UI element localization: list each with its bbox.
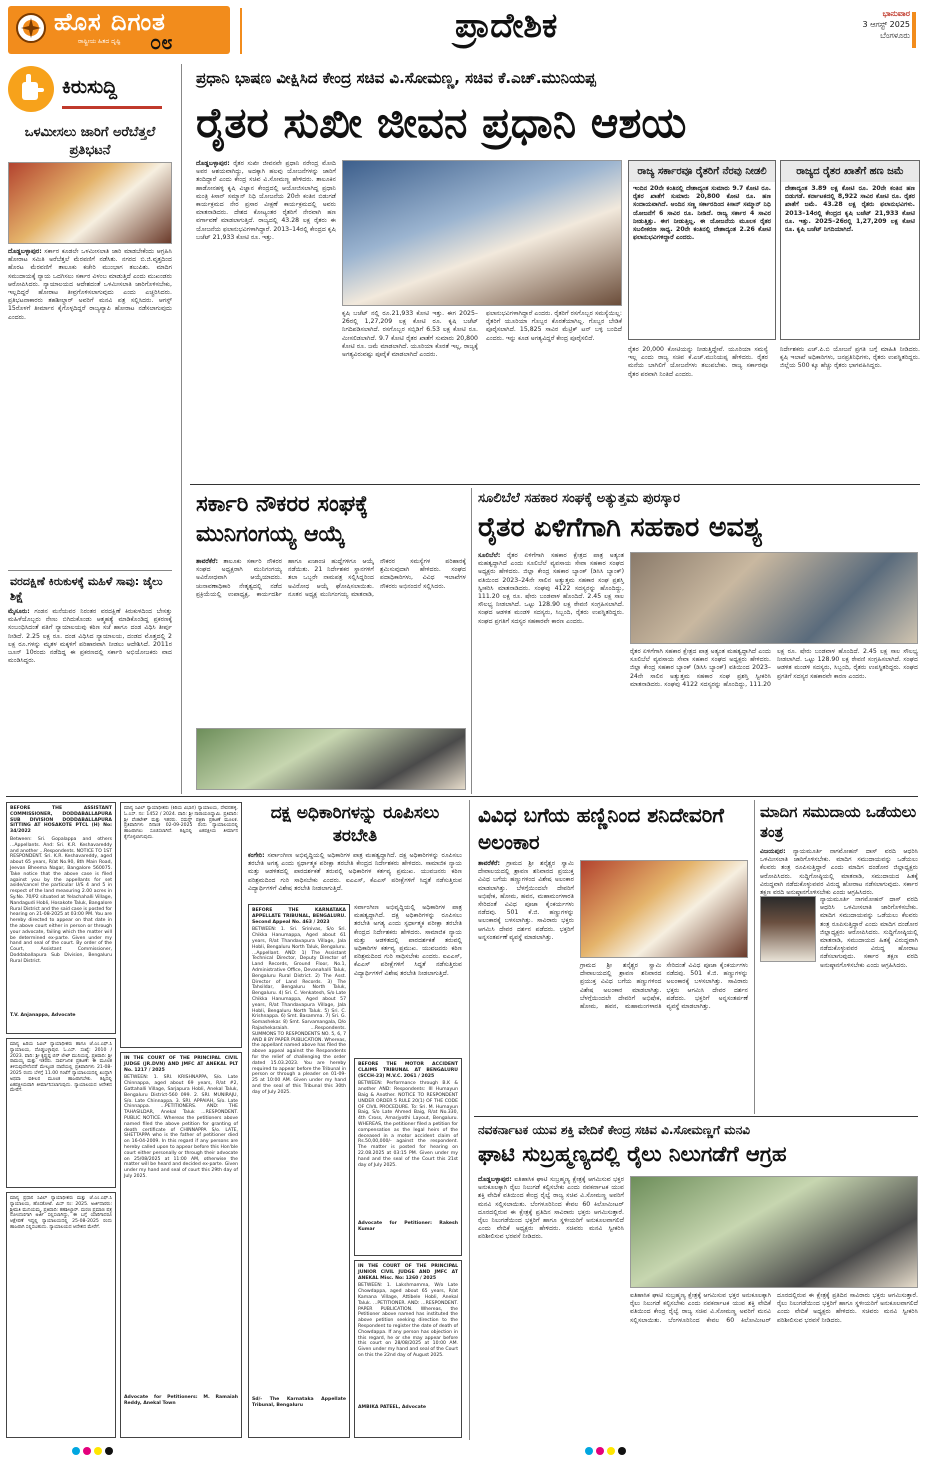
masthead [0, 0, 945, 60]
logo-text: ಹೊಸ ದಿಗಂತ [54, 8, 166, 36]
lead-kicker: ಪ್ರಧಾನಿ ಭಾಷಣ ವೀಕ್ಷಿಸಿದ ಕೇಂದ್ರ ಸಚಿವ ವಿ.ಸೋಮಣ್ಣ, ಸಚಿವ ಕೆ.ಎಚ್.ಮುನಿಯಪ್ಪ [196, 69, 596, 87]
lead-box1-title: ರಾಜ್ಯ ಸರ್ಕಾರವೂ ರೈತರಿಗೆ ನೆರವು ನೀಡಲಿ [629, 161, 775, 182]
story4-dateline: ಕಂಗೇರಿ: [248, 852, 265, 859]
story5-dateline: ತಾವರೆಕೆರೆ: [478, 860, 500, 867]
masthead-right-bar [912, 12, 916, 48]
notice-kn-2-body: ಮಾನ್ಯ ಪ್ರಧಾನ ಸಿವಿಲ್ ನ್ಯಾಯಾಧೀಶರು ಮತ್ತು ಜೆ.ಎಂ.ಎಫ್.ಸಿ ನ್ಯಾಯಾಲಯ, ಹೊಸಕೋಟೆ. ಮಿಸ್ ನಂ: 2025. ಅರ್ಜಿದಾರರು: ಶ್ರೀಮತಿ ಮುನಿಯಮ್ಮ. ಪ್ರತಿವಾದಿ: ತಹಶೀಲ್ದಾರ್. ಮರಣ ಪ್ರಮಾಣ ಪತ್ರ ನೋಂದಣಿಗಾಗಿ ಅರ್ಜಿ ಸಲ್ಲಿಸಲಾಗಿದ್ದು, ಈ ಬಗ್ಗೆ ಯಾರಿಗಾದರೂ ಆಕ್ಷೇಪಣೆ ಇದ್ದಲ್ಲಿ ನ್ಯಾಯಾಲಯದಲ್ಲಿ 25-08-2025 ರಂದು ಹಾಜರಾಗಿ ಸಲ್ಲಿಸಬಹುದು. ನ್ಯಾಯಾಲಯದ ಆದೇಶದ ಮೇರೆಗೆ. [10, 1196, 112, 1230]
notice-2-body: BETWEEN: 1. Sri. Srinivas, S/o Sri. Chikka Hanumappa, Aged about 61 years, R/at Thandavapura Village, Jala Hobli, Bengaluru North Taluk, Bengaluru. ...Appellant. AND: 1) The Assistant Technical Director, Deputy Director of Land Records, Ground Floor, No.1, Administrative Office, Devanahalli Taluk, Bengaluru Rural District. 2) The Asst. Director of Land Records. 3) The Tahsildar, Bengaluru North Taluk, Bengaluru. 4) Sri. C. Venkatesh, S/o Late Chikka Hanumappa, Aged about 57 years, R/at Thandavapura Village, Jala Hobli, Bengaluru North Taluk. 5) Sri. C. Krishnappa. 6) Smt. Basamma. 7) Sri. G. Somashekar. 8) Smt. Sarvamangala, D/o Rajashekaraiah. ...Respondents. SUMMONS TO RESPONDENTS NO. 5, 6, 7 AND 8 BY PAPER PUBLICATION. Whereas, the appellant named above has filed the above appeal against the Respondents for the relief of challenging the order dated 15.03.2023. You are hereby required to appear before the Tribunal in person or through a pleader on 01-09-25 at 10:00 AM. Given under my hand and the seal of this Tribunal this 30th day of July 2025. [252, 927, 346, 1095]
story2-photo [196, 728, 466, 790]
reg-cyan [72, 1447, 80, 1455]
notice-4-footer: Advocate for Petitioner: Rakesh Kumar [358, 1221, 458, 1233]
story2-text: ತಾಲೂಕು ಸರ್ಕಾರಿ ನೌಕರರ ಸಂಘದ ಅಧ್ಯಕ್ಷರಾಗಿ ಮುನಿಗಂಗಯ್ಯ ಅವಿರೋಧವಾಗಿ ಆಯ್ಕೆಯಾದರು. ಚುನಾವಣಾಧಿಕಾರಿ ನೇತೃತ್ವದಲ್ಲಿ ನಡೆದ ಪ್ರಕ್ರಿಯೆಯಲ್ಲಿ ಉಪಾಧ್ಯಕ್ಷ, ಕಾರ್ಯದರ್ಶಿ ಹಾಗೂ ಖಜಾಂಚಿ ಹುದ್ದೆಗಳಿಗೂ ಆಯ್ಕೆ ನಡೆಯಿತು. 21 ನಿರ್ದೇಶಕರ ಸ್ಥಾನಗಳಿಗೆ ತಲಾ ಒಬ್ಬರೇ ನಾಮಪತ್ರ ಸಲ್ಲಿಸಿದ್ದರಿಂದ ಅವಿರೋಧ ಆಯ್ಕೆ ಘೋಷಿಸಲಾಯಿತು. ನೂತನ ಅಧ್ಯಕ್ಷ ಮುನಿಗಂಗಯ್ಯ ಮಾತನಾಡಿ, ನೌಕರರ ಸಮಸ್ಯೆಗಳ ಪರಿಹಾರಕ್ಕೆ ಶ್ರಮಿಸುವುದಾಗಿ ಹೇಳಿದರು. ಸಂಘದ ಪದಾಧಿಕಾರಿಗಳು, ವಿವಿಧ ಇಲಾಖೆಗಳ ನೌಕರರು ಅಭಿನಂದನೆ ಸಲ್ಲಿಸಿದರು. [196, 558, 466, 598]
column-rule-left [181, 64, 182, 794]
story3-body [478, 552, 624, 790]
brief-item1-photo [8, 162, 172, 244]
brief-divider [8, 570, 172, 571]
reg-yellow [607, 1447, 615, 1455]
lead-dateline: ದೊಡ್ಡಬಳ್ಳಾಪುರ: [196, 160, 230, 167]
story4-body [248, 852, 462, 898]
story4-text: ಸರ್ವಾಂಗೀಣ ಅಭಿವೃದ್ಧಿಯಲ್ಲಿ ಅಧಿಕಾರಿಗಳ ಪಾತ್ರ ಮಹತ್ವದ್ದಾಗಿದೆ. ದಕ್ಷ ಅಧಿಕಾರಿಗಳನ್ನು ರೂಪಿಸಲು ತರಬೇತಿ ಅಗತ್ಯ ಎಂದು ಸ್ಪರ್ಧಾತ್ಮಕ ಪರೀಕ್ಷಾ ತರಬೇತಿ ಕೇಂದ್ರದ ನಿರ್ದೇಶಕರು ಹೇಳಿದರು. ಸಾಮಾಜಿಕ ನ್ಯಾಯ ಮತ್ತು ಆಡಳಿತದಲ್ಲಿ ಪಾರದರ್ಶಕತೆ ತರುವಲ್ಲಿ ಅಧಿಕಾರಿಗಳ ಕರ್ತವ್ಯ ಪ್ರಮುಖ. ಯುವಜನರು ಕಠಿಣ ಪರಿಶ್ರಮದಿಂದ ಗುರಿ ಸಾಧಿಸಬೇಕು ಎಂದರು. ಐಎಎಸ್, ಕೆಎಎಸ್ ಪರೀಕ್ಷೆಗಳಿಗೆ ಸಿದ್ಧತೆ ನಡೆಸುತ್ತಿರುವ ವಿದ್ಯಾರ್ಥಿಗಳಿಗೆ ವಿಶೇಷ ತರಬೇತಿ ನೀಡಲಾಗುತ್ತಿದೆ. [248, 852, 462, 892]
story6-body [760, 848, 918, 897]
notice-3-footer: Advocate for Petitioners: M. Ramaiah Reddy, Anekal Town [124, 1395, 238, 1407]
notice-3-body: BETWEEN: 1. SRI. KRISHNAPPA, S/o. Late Chinnappa, aged about 69 years, R/at #2, Gattahalli Village, Sarjapura Hobli, Anekal Taluk, Bengaluru District-560 099. 2. SRI. MUNIRAJU, S/o. Late Chinnappa. 3. SRI. APPAIAH, S/o. Late Chinnappa. ...PETITIONERS. AND: THE TAHASILDAR, Anekal Taluk ...RESPONDENT. PUBLIC NOTICE. Whereas the petitioners above named filed the above petition for granting of death certificate of CHINNAPPA S/o. LATE, SHETTAPPA who is the father of petitioner died on 16-04-2009. In this regard if any persons are hereby called upon to appear before this Hon'ble court either personally or through their advocate on 25/08/2025 at 11:00 AM, otherwise the matter will be heard and decided ex-parte. Given under my hand and seal of court this 29th day of July 2025. [124, 1075, 238, 1179]
notice-5-footer: AMBIKA PATEEL, Advocate [358, 1405, 427, 1411]
story6-photo [760, 896, 816, 962]
brief-item1-text: ಸರ್ಕಾರ ಕೂಡಲೇ ಒಳಮೀಸಲಾತಿ ಜಾರಿ ಮಾಡಬೇಕೆಂದು ಆಗ್ರಹಿಸಿ ಹೋರಾಟ ಸಮಿತಿ ಅರೆಬೆತ್ತಲೆ ಮೆರವಣಿಗೆ ನಡೆಸಿತು. ನಗರದ ಬಿ.ಜಿ.ವೃತ್ತದಿಂದ ಹೊರಟ ಮೆರವಣಿಗೆ ತಾಲೂಕು ಕಚೇರಿ ಮುಂಭಾಗ ತಲುಪಿತು. ಮಾದಿಗ ಸಮುದಾಯಕ್ಕೆ ನ್ಯಾಯ ಒದಗಿಸಲು ಸರ್ಕಾರ ವಿಳಂಬ ಮಾಡುತ್ತಿದೆ ಎಂದು ಮುಖಂಡರು ಆರೋಪಿಸಿದರು. ನ್ಯಾಯಾಲಯದ ಆದೇಶದಂತೆ ಒಳಮೀಸಲಾತಿ ಜಾರಿಗೊಳಿಸಬೇಕು, ಇಲ್ಲದಿದ್ದರೆ ಹೋರಾಟ ತೀವ್ರಗೊಳಿಸಲಾಗುವುದು ಎಂದು ಎಚ್ಚರಿಸಿದರು. ಪ್ರತಿಭಟನಾಕಾರರು ತಹಶೀಲ್ದಾರ್ ಅವರಿಗೆ ಮನವಿ ಪತ್ರ ಸಲ್ಲಿಸಿದರು. ಆಗಸ್ಟ್ 15ರೊಳಗೆ ತೀರ್ಮಾನ ಕೈಗೊಳ್ಳದಿದ್ದರೆ ರಾಜ್ಯವ್ಯಾಪಿ ಹೋರಾಟ ನಡೆಸಲಾಗುವುದು ಎಂದರು. [8, 248, 173, 321]
lead-box2-body: ದೇಶಾದ್ಯಂತ 3.89 ಲಕ್ಷ ಕೋಟಿ ರೂ. 20ನೇ ಕಂತಿನ ಹಣ ಬಿಡುಗಡೆ. ಕರ್ನಾಟಕದಲ್ಲಿ 8,922 ಸಾವಿರ ಕೋಟಿ ರೂ. ರೈತರ ಖಾತೆಗೆ ಜಮೆ. 43.28 ಲಕ್ಷ ರೈತರು ಫಲಾನುಭವಿಗಳು. 2013–14ರಲ್ಲಿ ಕೇಂದ್ರದ ಕೃಷಿ ಬಜೆಟ್ 21,933 ಕೋಟಿ ರೂ. ಇತ್ತು. 2025–26ರಲ್ಲಿ 1,27,209 ಲಕ್ಷ ಕೋಟಿ ರೂ. ಕೃಷಿ ಬಜೆಟ್ ನಿಗದಿಯಾಗಿದೆ. [785, 185, 915, 234]
column-rule-mid [471, 488, 472, 794]
lead-col1-text: ರೈತರ ಸುಖೀ ಜೀವನವೇ ಪ್ರಧಾನಿ ನರೇಂದ್ರ ಮೋದಿ ಅವರ ಆಶಯವಾಗಿದ್ದು, ಅದಕ್ಕಾಗಿ ಹಲವು ಯೋಜನೆಗಳನ್ನು ಜಾರಿಗೆ ತಂದಿದ್ದಾರೆ ಎಂದು ಕೇಂದ್ರ ಸಚಿವ ವಿ.ಸೋಮಣ್ಣ ಹೇಳಿದರು. ತಾಲೂಕಿನ ಹಾಡೋನಹಳ್ಳಿ ಕೃಷಿ ವಿಜ್ಞಾನ ಕೇಂದ್ರದಲ್ಲಿ ಆಯೋಜಿಸಲಾಗಿದ್ದ ಪ್ರಧಾನಿ ಮಂತ್ರಿ ಕಿಸಾನ್ ಸಮ್ಮಾನ್ ನಿಧಿ ಯೋಜನೆಯ 20ನೇ ಕಂತಿನ ಬಿಡುಗಡೆ ಕಾರ್ಯಕ್ರಮದ ನೇರ ಪ್ರಸಾರ ವೀಕ್ಷಣೆ ಕಾರ್ಯಕ್ರಮದಲ್ಲಿ ಅವರು ಮಾತನಾಡಿದರು. ದೇಶದ ಕೋಟ್ಯಂತರ ರೈತರಿಗೆ ನೇರವಾಗಿ ಹಣ ವರ್ಗಾವಣೆ ಮಾಡಲಾಗುತ್ತಿದೆ. ರಾಜ್ಯದಲ್ಲಿ 43.28 ಲಕ್ಷ ರೈತರು ಈ ಯೋಜನೆಯ ಫಲಾನುಭವಿಗಳಾಗಿದ್ದಾರೆ. 2013–14ರಲ್ಲಿ ಕೇಂದ್ರದ ಕೃಷಿ ಬಜೆಟ್ 21,933 ಕೋಟಿ ರೂ. ಇತ್ತು. [196, 160, 337, 241]
brief-item1-dateline: ದೊಡ್ಡಬಳ್ಳಾಪುರ: [8, 248, 42, 255]
story7-body [478, 1176, 624, 1438]
lead-col3: ಫಲಾನುಭವಿಗಳಾಗಿದ್ದಾರೆ ಎಂದರು. ರೈತರಿಗೆ ರಸಗೊಬ್ಬರ ಸಮಸ್ಯೆಯಿಲ್ಲ: ರೈತರಿಗೆ ಯೂರಿಯಾ ಗೊಬ್ಬರ ಕೊರತೆಯಾಗಿಲ್ಲ. ಗೊಬ್ಬರ ಬೇಡಿಕೆ ಪೂರೈಸಲಾಗಿದೆ. 15,825 ಸಾವಿರ ಮೆಟ್ರಿಕ್ ಟನ್ ಬಳ್ಳಿ ಬಂದಿದೆ ಎಂದರು. ಇನ್ನು ಕೂಡ ಅಗತ್ಯವಿದ್ದರೆ ಕೇಂದ್ರ ಪೂರೈಸಲಿದೆ. [486, 310, 622, 342]
story6-headline: ಮಾದಿಗ ಸಮುದಾಯ ಒಡೆಯಲು ತಂತ್ರ [760, 803, 917, 841]
notice-1-body: Between: Sri. Gopalappa and others ...Appellants. And: Sri. K.R. Keshavareddy and another ...Respondents. NOTICE TO 1ST RESPONDENT. Sri. K.R. Keshavareddy, aged about 65 years, R/at No.90, 8th Main Road, Jeevan Bheema Nagar, Bangalore 560075. Take notice that the above case is filed against you by the appellants for set aside/cancel the particular U/S 4 and 5 in respect of the land measuring 2.00 acres in Sy.No. 70/P2 situated at Yelachahalli Village, Nandagudi Hobli, Hosakote Taluk, Bangalore Rural District and the said case is posted for hearing on 21-08-2025 at 03:00 PM. You are hereby directed to appear on that date in the above court either in person or through your advocate, failing which the matter will be determined ex-parte. Given under my hand and seal of the court. By order of the Court, Assistant Commissioner, Doddaballapura Sub Division, Bengaluru Rural District. [10, 836, 112, 964]
notice-4 [354, 1058, 462, 1256]
lead-box2 [780, 160, 920, 340]
reg-cyan [585, 1447, 593, 1455]
story6-text: ನ್ಯಾಯಮೂರ್ತಿ ನಾಗಮೋಹನ್ ದಾಸ್ ವರದಿ ಆಧರಿಸಿ ಒಳಮೀಸಲಾತಿ ಜಾರಿಗೊಳಿಸಬೇಕು. ಮಾದಿಗ ಸಮುದಾಯವನ್ನು ಒಡೆಯಲು ಕೆಲವರು ತಂತ್ರ ರೂಪಿಸುತ್ತಿದ್ದಾರೆ ಎಂದು ಮಾದಿಗ ದಂಡೋರ ಜಿಲ್ಲಾಧ್ಯಕ್ಷರು ಆರೋಪಿಸಿದರು. ಸುದ್ದಿಗೋಷ್ಠಿಯಲ್ಲಿ ಮಾತನಾಡಿ, ಸಮುದಾಯದ ಹಿತಕ್ಕೆ ವಿರುದ್ಧವಾಗಿ ನಡೆದುಕೊಳ್ಳುವವರ ವಿರುದ್ಧ ಹೋರಾಟ ನಡೆಸಲಾಗುವುದು. ಸರ್ಕಾರ ತಕ್ಷಣ ವರದಿ ಅನುಷ್ಠಾನಗೊಳಿಸಬೇಕು ಎಂದು ಆಗ್ರಹಿಸಿದರು. [760, 848, 918, 897]
column-rule-right [754, 800, 755, 1114]
notice-3-title: IN THE COURT OF THE PRINCIPAL CIVIL JUDGE (JR.DVN) AND JMFC AT ANEKAL PLT No. 1217 / 2025 [124, 1056, 238, 1073]
notice-3 [120, 1052, 242, 1438]
story3-kicker: ಸೂಲಿಬೆಲೆ ಸಹಕಾರ ಸಂಘಕ್ಕೆ ಅತ್ಯುತ್ತಮ ಪುರಸ್ಕಾರ [478, 491, 680, 506]
story5-continued: ಗ್ರಾಮದ ಶ್ರೀ ಶನೈಶ್ಚರ ಸ್ವಾಮಿ ದೇವಾಲಯದಲ್ಲಿ ಶ್ರಾವಣ ಶನಿವಾರದ ಪ್ರಯುಕ್ತ ವಿವಿಧ ಬಗೆಯ ಹಣ್ಣುಗಳಿಂದ ವಿಶೇಷ ಅಲಂಕಾರ ಮಾಡಲಾಗಿತ್ತು. ಬೆಳಗ್ಗೆಯಿಂದಲೇ ದೇವರಿಗೆ ಅಭಿಷೇಕ, ಹೋಮ, ಹವನ, ಮಹಾಮಂಗಳಾರತಿ ಸೇರಿದಂತೆ ವಿವಿಧ ಪೂಜಾ ಕೈಂಕರ್ಯಗಳು ನಡೆದವು. 501 ಕೆ.ಜಿ. ಹಣ್ಣುಗಳನ್ನು ಅಲಂಕಾರಕ್ಕೆ ಬಳಸಲಾಗಿತ್ತು. ಸಾವಿರಾರು ಭಕ್ತರು ಆಗಮಿಸಿ ದೇವರ ದರ್ಶನ ಪಡೆದರು. ಭಕ್ತರಿಗೆ ಅನ್ನಸಂತರ್ಪಣೆ ವ್ಯವಸ್ಥೆ ಮಾಡಲಾಗಿತ್ತು. [580, 962, 748, 1011]
lead-box1 [628, 160, 776, 340]
brief-item1-title: ಒಳಮೀಸಲು ಜಾರಿಗೆ ಅರೆಬೆತ್ತಲೆ ಪ್ರತಿಭಟನೆ [24, 125, 156, 158]
story7-photo [630, 1176, 918, 1288]
notice-kn-3-body: ಮಾನ್ಯ ಸಿವಿಲ್ ನ್ಯಾಯಾಧೀಶರು (ಕಿರಿಯ ವಿಭಾಗ) ನ್ಯಾಯಾಲಯ, ದೇವನಹಳ್ಳಿ. ಓ.ಎಸ್. ನಂ: 1452 / 2024. ವಾದಿ: ಶ್ರೀ ನಾರಾಯಣಸ್ವಾಮಿ. ಪ್ರತಿವಾದಿ: ಶ್ರೀ ವೆಂಕಟೇಶ್ ಮತ್ತು ಇತರರು. ಸಮನ್ಸ್ ಪತ್ರಿಕಾ ಪ್ರಕಟಣೆ ಮೂಲಕ. ಪ್ರತಿವಾದಿಗಳು ದಿನಾಂಕ 02-09-2025 ರಂದು ನ್ಯಾಯಾಲಯದಲ್ಲಿ ಹಾಜರಾಗಲು ಸೂಚಿಸಲಾಗಿದೆ. ತಪ್ಪಿದಲ್ಲಿ ಏಕಪಕ್ಷೀಯ ತೀರ್ಮಾನ ಕೈಗೊಳ್ಳಲಾಗುವುದು. [124, 806, 238, 840]
reg-magenta [83, 1447, 91, 1455]
lead-box1-body: ಇಂದಿನ 20ನೇ ಕಂತಿನಲ್ಲಿ ದೇಶಾದ್ಯಂತ ಸುಮಾರು 9.7 ಕೋಟಿ ರೂ. ರೈತರ ಖಾತೆಗೆ ಸುಮಾರು 20,800 ಕೋಟಿ ರೂ. ಹಣ ಸಂದಾಯವಾಗಿದೆ. ಆಂದಿನ ಸಣ್ಣ ಸರ್ಕಾರದಿಂದ ಕಿಸಾನ್ ಸಮ್ಮಾನ್ ನಿಧಿ ಯೋಜನೆಗೆ 6 ಸಾವಿರ ರೂ. ನೀಡಿದೆ. ರಾಜ್ಯ ಸರ್ಕಾರ 4 ಸಾವಿರ ನೀಡುತ್ತಿತ್ತು. ಈಗ ನೀಡುತ್ತಿಲ್ಲ. ಈ ಯೋಜನೆಯ ಮೂಲಕ ರೈತರ ಸಬಲೀಕರಣ ಸಾಧ್ಯ. 20ನೇ ಕಂತಿನಲ್ಲಿ ದೇಶಾದ್ಯಂತ 2.26 ಕೋಟಿ ಫಲಾನುಭವಿಗಳಿದ್ದಾರೆ ಎಂದರು. [633, 185, 771, 242]
brief-item1-body [8, 248, 172, 564]
story6-continued: ನ್ಯಾಯಮೂರ್ತಿ ನಾಗಮೋಹನ್ ದಾಸ್ ವರದಿ ಆಧರಿಸಿ ಒಳಮೀಸಲಾತಿ ಜಾರಿಗೊಳಿಸಬೇಕು. ಮಾದಿಗ ಸಮುದಾಯವನ್ನು ಒಡೆಯಲು ಕೆಲವರು ತಂತ್ರ ರೂಪಿಸುತ್ತಿದ್ದಾರೆ ಎಂದು ಮಾದಿಗ ದಂಡೋರ ಜಿಲ್ಲಾಧ್ಯಕ್ಷರು ಆರೋಪಿಸಿದರು. ಸುದ್ದಿಗೋಷ್ಠಿಯಲ್ಲಿ ಮಾತನಾಡಿ, ಸಮುದಾಯದ ಹಿತಕ್ಕೆ ವಿರುದ್ಧವಾಗಿ ನಡೆದುಕೊಳ್ಳುವವರ ವಿರುದ್ಧ ಹೋರಾಟ ನಡೆಸಲಾಗುವುದು. ಸರ್ಕಾರ ತಕ್ಷಣ ವರದಿ ಅನುಷ್ಠಾನಗೊಳಿಸಬೇಕು ಎಂದು ಆಗ್ರಹಿಸಿದರು. [820, 896, 918, 969]
lead-headline: ರೈತರ ಸುಖೀ ಜೀವನ ಪ್ರಧಾನಿ ಆಶಯ [196, 98, 687, 147]
notice-2-footer: Sd/- The Karnataka Appellate Tribunal, Bengaluru [252, 1397, 346, 1409]
story2-dateline: ತಾವರೆಕೆರೆ: [196, 558, 218, 565]
notice-1-title: BEFORE THE ASSISTANT COMMISSIONER, DODDABALLAPURA SUB DIVISION DODDABALLAPURA SITTING AT HOSAKOTE PTCL (H) No: 34/2022 [10, 806, 112, 835]
lead-col1 [196, 160, 336, 480]
story5-photo [580, 860, 748, 958]
story7-dateline: ದೊಡ್ಡಬಳ್ಳಾಪುರ: [478, 1176, 512, 1183]
notice-2-title: BEFORE THE KARNATAKA APPELLATE TRIBUNAL, BENGALURU. Second Appeal No. 463 / 2023 [252, 908, 346, 925]
notice-kn-3 [120, 802, 242, 1048]
lead-col4: ರೈತರ 20,000 ಕೋಟಿಯನ್ನು ನೀಡುತ್ತಿದ್ದೇವೆ. ಯೂರಿಯಾ ಸಮಸ್ಯೆ ಇಲ್ಲ ಎಂದು ರಾಜ್ಯ ಸಚಿವ ಕೆ.ಎಚ್.ಮುನಿಯಪ್ಪ ಹೇಳಿದರು. ರೈತರ ಮನೆಯ ಬಾಗಿಲಿಗೆ ಯೋಜನೆಗಳು ತಲುಪಬೇಕು. ರಾಜ್ಯ ಸರ್ಕಾರವೂ ರೈತರ ಪರವಾಗಿ ನಿಂತಿದೆ ಎಂದರು. [628, 346, 768, 378]
story3-text: ರೈತರ ಏಳಿಗೆಗಾಗಿ ಸಹಕಾರ ಕ್ಷೇತ್ರದ ಪಾತ್ರ ಅತ್ಯಂತ ಮಹತ್ವದ್ದಾಗಿದೆ ಎಂದು ಸೂಲಿಬೆಲೆ ವ್ಯವಸಾಯ ಸೇವಾ ಸಹಕಾರ ಸಂಘದ ಅಧ್ಯಕ್ಷರು ಹೇಳಿದರು. ಜಿಲ್ಲಾ ಕೇಂದ್ರ ಸಹಕಾರ ಬ್ಯಾಂಕ್ (ಡಿಸಿಸಿ ಬ್ಯಾಂಕ್) ವತಿಯಿಂದ 2023–24ನೇ ಸಾಲಿನ ಅತ್ಯುತ್ತಮ ಸಹಕಾರ ಸಂಘ ಪ್ರಶಸ್ತಿ ಸ್ವೀಕರಿಸಿ ಮಾತನಾಡಿದರು. ಸಂಘವು 4122 ಸದಸ್ಯರನ್ನು ಹೊಂದಿದ್ದು, 111.20 ಲಕ್ಷ ರೂ. ಷೇರು ಬಂಡವಾಳ ಹೊಂದಿದೆ. 2.45 ಲಕ್ಷ ಸಾಲ ಸೌಲಭ್ಯ ನೀಡಲಾಗಿದೆ. ಒಟ್ಟು 128.90 ಲಕ್ಷ ಠೇವಣಿ ಸಂಗ್ರಹಿಸಲಾಗಿದೆ. ಸಂಘದ ಆಡಳಿತ ಮಂಡಳಿ ಸದಸ್ಯರು, ಸಿಬ್ಬಂದಿ, ರೈತರು ಉಪಸ್ಥಿತರಿದ್ದರು. ಸಂಘದ ಪ್ರಗತಿಗೆ ಸದಸ್ಯರ ಸಹಕಾರವೇ ಕಾರಣ ಎಂದರು. [478, 552, 624, 625]
middle-band-rule [6, 796, 918, 797]
brief-item2-text: ಗಂಡನ ಮನೆಯವರ ನಿರಂತರ ವರದಕ್ಷಿಣೆ ಕಿರುಕುಳದಿಂದ ಬೇಸತ್ತು ಮಹಿಳೆಯೊಬ್ಬರು ನೇಣು ಬಿಗಿದುಕೊಂಡು ಆತ್ಮಹತ್ಯೆ ಮಾಡಿಕೊಂಡಿದ್ದ ಪ್ರಕರಣಕ್ಕೆ ಸಂಬಂಧಿಸಿದಂತೆ ಪತಿಗೆ ನ್ಯಾಯಾಲಯವು ಕಠಿಣ ಸಜೆ ಹಾಗೂ ದಂಡ ವಿಧಿಸಿ ತೀರ್ಪು ನೀಡಿದೆ. 2.25 ಲಕ್ಷ ರೂ. ದಂಡ ವಿಧಿಸಿದ ನ್ಯಾಯಾಲಯ, ದಂಡದ ಮೊತ್ತದಲ್ಲಿ 2 ಲಕ್ಷ ರೂ.ಗಳನ್ನು ಮೃತಳ ಮಕ್ಕಳಿಗೆ ಪರಿಹಾರವಾಗಿ ನೀಡಲು ಆದೇಶಿಸಿದೆ. 2011ರ ಜೂನ್ 10ರಂದು ನಡೆದಿದ್ದ ಈ ಪ್ರಕರಣದಲ್ಲಿ ಸರ್ಕಾರಿ ಅಭಿಯೋಜಕರು ವಾದ ಮಂಡಿಸಿದ್ದರು. [8, 608, 172, 665]
notice-kn-1 [6, 1038, 116, 1188]
notice-5-body: BETWEEN: 1. Lakshmamma, W/o Late Chowdappa, aged about 65 years, R/at Kamana Village, Attibele Hobli, Anekal Taluk. ...PETITIONER. AND: ...RESPONDENT. PAPER PUBLICATION. Whereas, the Petitioner above named has instituted the above petition seeking direction to the Respondent to register the date of death of Chowdappa. If any person has objection in this regard, he or she may appear before this court on 28/08/2025 at 10:00 AM. Given under my hand and seal of the Court on this the 22nd day of August 2025. [358, 1283, 458, 1358]
reg-black [105, 1447, 113, 1455]
notice-kn-2 [6, 1192, 116, 1438]
brief-item2-title: ವರದಕ್ಷಿಣೆ ಕಿರುಕುಳಕ್ಕೆ ಮಹಿಳೆ ಸಾವು: ಜೈಲು ಶಿಕ್ಷೆ [10, 575, 163, 603]
story7-kicker: ನವಕರ್ನಾಟಕ ಯುವ ಶಕ್ತಿ ವೇದಿಕೆ ಕೇಂದ್ರ ಸಚಿವ ವಿ.ಸೋಮಣ್ಣಗೆ ಮನವಿ [478, 1123, 750, 1137]
notice-4-body: BETWEEN: Performance through B.K & another AND: Respondents: III Humayun Baig & Another. NOTICE TO RESPONDENT UNDER ORDER 5 RULE 20(1) OF THE CODE OF CIVIL PROCEDURE. To: Sri. M. Humayun Baig, S/o Late Ahmed Baig, R/at No.330, 4th Cross, Amarjyothi Layout, Bengaluru. WHEREAS, the petitioner filed a petition for compensation as the legal heirs of the deceased in a motor accident claim of Rs.50,00,000/- against the respondent. The matter is posted for hearing on 22.08.2025 at 03:15 PM. Given under my hand and the seal of the Court this 21st day of July 2025. [358, 1081, 458, 1168]
story5-body [478, 860, 574, 1110]
day: ಭಾನುವಾರ [882, 9, 910, 18]
story7-headline: ಘಾಟಿ ಸುಬ್ರಹ್ಮಣ್ಯದಲ್ಲಿ ರೈಲು ನಿಲುಗಡೆಗೆ ಆಗ್ರಹ [478, 1142, 787, 1166]
masthead-date-block [790, 8, 910, 41]
date: 3 ಆಗಸ್ಟ್ 2025 [862, 20, 910, 29]
lead-box2-title: ರಾಜ್ಯದ ರೈತರ ಖಾತೆಗೆ ಹಣ ಜಮೆ [781, 161, 919, 182]
notice-1 [6, 802, 116, 1034]
lead-bottom-rule [190, 484, 920, 485]
story3-headline: ರೈತರ ಏಳಿಗೆಗಾಗಿ ಸಹಕಾರ ಅವಶ್ಯ [478, 512, 763, 543]
city: ಬೆಂಗಳೂರು [880, 31, 910, 40]
registration-marks-left [72, 1440, 116, 1459]
brief-item2-dateline: ಮೈಸೂರು: [8, 608, 30, 615]
notice-4-title: BEFORE THE MOTOR ACCIDENT CLAIMS TRIBUNAL AT BENGALURU (SCCH-23) M.V.C. 2061 / 2025 [358, 1062, 458, 1079]
lower-right-rule [474, 1116, 918, 1117]
story4-headline: ದಕ್ಷ ಅಧಿಕಾರಿಗಳನ್ನು ರೂಪಿಸಲು ತರಬೇತಿ [270, 803, 440, 846]
story7-text: ಐತಿಹಾಸಿಕ ಘಾಟಿ ಸುಬ್ರಹ್ಮಣ್ಯ ಕ್ಷೇತ್ರಕ್ಕೆ ಆಗಮಿಸುವ ಭಕ್ತರ ಅನುಕೂಲಕ್ಕಾಗಿ ರೈಲು ನಿಲುಗಡೆ ಕಲ್ಪಿಸಬೇಕು ಎಂದು ನವಕರ್ನಾಟಕ ಯುವ ಶಕ್ತಿ ವೇದಿಕೆ ವತಿಯಿಂದ ಕೇಂದ್ರ ರೈಲ್ವೆ ರಾಜ್ಯ ಸಚಿವ ವಿ.ಸೋಮಣ್ಣ ಅವರಿಗೆ ಮನವಿ ಸಲ್ಲಿಸಲಾಯಿತು. ಬೆಂಗಳೂರಿನಿಂದ ಕೇವಲ 60 ಕಿಲೋಮೀಟರ್ ದೂರದಲ್ಲಿರುವ ಈ ಕ್ಷೇತ್ರಕ್ಕೆ ಪ್ರತಿದಿನ ಸಾವಿರಾರು ಭಕ್ತರು ಆಗಮಿಸುತ್ತಾರೆ. ರೈಲು ನಿಲುಗಡೆಯಿಂದ ಭಕ್ತರಿಗೆ ಹಾಗೂ ಸ್ಥಳೀಯರಿಗೆ ಅನುಕೂಲವಾಗಲಿದೆ ಎಂದು ವೇದಿಕೆ ಅಧ್ಯಕ್ಷರು ಹೇಳಿದರು. ಸಚಿವರು ಮನವಿ ಸ್ವೀಕರಿಸಿ ಪರಿಶೀಲಿಸುವ ಭರವಸೆ ನೀಡಿದರು. [478, 1176, 624, 1241]
logo-tagline: ರಾಷ್ಟ್ರೀಯ ಹಿತದ ದೃಷ್ಟಿ [78, 38, 121, 45]
story7-continued: ಐತಿಹಾಸಿಕ ಘಾಟಿ ಸುಬ್ರಹ್ಮಣ್ಯ ಕ್ಷೇತ್ರಕ್ಕೆ ಆಗಮಿಸುವ ಭಕ್ತರ ಅನುಕೂಲಕ್ಕಾಗಿ ರೈಲು ನಿಲುಗಡೆ ಕಲ್ಪಿಸಬೇಕು ಎಂದು ನವಕರ್ನಾಟಕ ಯುವ ಶಕ್ತಿ ವೇದಿಕೆ ವತಿಯಿಂದ ಕೇಂದ್ರ ರೈಲ್ವೆ ರಾಜ್ಯ ಸಚಿವ ವಿ.ಸೋಮಣ್ಣ ಅವರಿಗೆ ಮನವಿ ಸಲ್ಲಿಸಲಾಯಿತು. ಬೆಂಗಳೂರಿನಿಂದ ಕೇವಲ 60 ಕಿಲೋಮೀಟರ್ ದೂರದಲ್ಲಿರುವ ಈ ಕ್ಷೇತ್ರಕ್ಕೆ ಪ್ರತಿದಿನ ಸಾವಿರಾರು ಭಕ್ತರು ಆಗಮಿಸುತ್ತಾರೆ. ರೈಲು ನಿಲುಗಡೆಯಿಂದ ಭಕ್ತರಿಗೆ ಹಾಗೂ ಸ್ಥಳೀಯರಿಗೆ ಅನುಕೂಲವಾಗಲಿದೆ ಎಂದು ವೇದಿಕೆ ಅಧ್ಯಕ್ಷರು ಹೇಳಿದರು. ಸಚಿವರು ಮನವಿ ಸ್ವೀಕರಿಸಿ ಪರಿಶೀಲಿಸುವ ಭರವಸೆ ನೀಡಿದರು. [630, 1292, 918, 1324]
story5-text: ಗ್ರಾಮದ ಶ್ರೀ ಶನೈಶ್ಚರ ಸ್ವಾಮಿ ದೇವಾಲಯದಲ್ಲಿ ಶ್ರಾವಣ ಶನಿವಾರದ ಪ್ರಯುಕ್ತ ವಿವಿಧ ಬಗೆಯ ಹಣ್ಣುಗಳಿಂದ ವಿಶೇಷ ಅಲಂಕಾರ ಮಾಡಲಾಗಿತ್ತು. ಬೆಳಗ್ಗೆಯಿಂದಲೇ ದೇವರಿಗೆ ಅಭಿಷೇಕ, ಹೋಮ, ಹವನ, ಮಹಾಮಂಗಳಾರತಿ ಸೇರಿದಂತೆ ವಿವಿಧ ಪೂಜಾ ಕೈಂಕರ್ಯಗಳು ನಡೆದವು. 501 ಕೆ.ಜಿ. ಹಣ್ಣುಗಳನ್ನು ಅಲಂಕಾರಕ್ಕೆ ಬಳಸಲಾಗಿತ್ತು. ಸಾವಿರಾರು ಭಕ್ತರು ಆಗಮಿಸಿ ದೇವರ ದರ್ಶನ ಪಡೆದರು. ಭಕ್ತರಿಗೆ ಅನ್ನಸಂತರ್ಪಣೆ ವ್ಯವಸ್ಥೆ ಮಾಡಲಾಗಿತ್ತು. [478, 860, 575, 941]
notice-5 [354, 1260, 462, 1438]
story3-photo [630, 552, 918, 644]
page-number: ೦೮ [150, 30, 173, 54]
story6-dateline: ವಿಜಯಪುರ: [760, 848, 786, 855]
story2-body [196, 558, 466, 726]
reg-magenta [596, 1447, 604, 1455]
reg-black [618, 1447, 626, 1455]
story5-headline: ವಿವಿಧ ಬಗೆಯ ಹಣ್ಣಿನಿಂದ ಶನಿದೇವರಿಗೆ ಅಲಂಕಾರ [478, 803, 724, 854]
brief-hand-icon [8, 66, 54, 112]
notice-kn-1-body: ಮಾನ್ಯ ಹಿರಿಯ ಸಿವಿಲ್ ನ್ಯಾಯಾಧೀಶರು ಹಾಗೂ ಜೆ.ಎಂ.ಎಫ್.ಸಿ ನ್ಯಾಯಾಲಯ, ದೊಡ್ಡಬಳ್ಳಾಪುರ. ಓ.ಎಸ್. ಸಂಖ್ಯೆ: 2010 / 2023. ವಾದಿ: ಶ್ರೀ ಕೃಷ್ಣಪ್ಪ ಬಿನ್ ಲೇಟ್ ಮುನಿಯಪ್ಪ. ಪ್ರತಿವಾದಿ: ಶ್ರೀ ರಾಮಯ್ಯ ಮತ್ತು ಇತರರು. ಸಾರ್ವಜನಿಕ ಪ್ರಕಟಣೆ: ಈ ಮೂಲಕ ತಿಳಿಸುವುದೇನೆಂದರೆ ಮೇಲ್ಕಂಡ ದಾವೆಯಲ್ಲಿ ಪ್ರತಿವಾದಿಗಳು 21-08-2025 ರಂದು ಬೆಳಗ್ಗೆ 11.00 ಗಂಟೆಗೆ ನ್ಯಾಯಾಲಯದಲ್ಲಿ ಖುದ್ದಾಗಿ ಅಥವಾ ವಕೀಲರ ಮೂಲಕ ಹಾಜರಾಗಬೇಕು. ತಪ್ಪಿದಲ್ಲಿ ಏಕಪಕ್ಷೀಯವಾಗಿ ತೀರ್ಮಾನಿಸಲಾಗುವುದು. ನ್ಯಾಯಾಲಯದ ಆದೇಶದ ಮೇರೆಗೆ. [10, 1042, 112, 1094]
lead-photo [342, 160, 622, 306]
story4-continued: ಸರ್ವಾಂಗೀಣ ಅಭಿವೃದ್ಧಿಯಲ್ಲಿ ಅಧಿಕಾರಿಗಳ ಪಾತ್ರ ಮಹತ್ವದ್ದಾಗಿದೆ. ದಕ್ಷ ಅಧಿಕಾರಿಗಳನ್ನು ರೂಪಿಸಲು ತರಬೇತಿ ಅಗತ್ಯ ಎಂದು ಸ್ಪರ್ಧಾತ್ಮಕ ಪರೀಕ್ಷಾ ತರಬೇತಿ ಕೇಂದ್ರದ ನಿರ್ದೇಶಕರು ಹೇಳಿದರು. ಸಾಮಾಜಿಕ ನ್ಯಾಯ ಮತ್ತು ಆಡಳಿತದಲ್ಲಿ ಪಾರದರ್ಶಕತೆ ತರುವಲ್ಲಿ ಅಧಿಕಾರಿಗಳ ಕರ್ತವ್ಯ ಪ್ರಮುಖ. ಯುವಜನರು ಕಠಿಣ ಪರಿಶ್ರಮದಿಂದ ಗುರಿ ಸಾಧಿಸಬೇಕು ಎಂದರು. ಐಎಎಸ್, ಕೆಎಎಸ್ ಪರೀಕ್ಷೆಗಳಿಗೆ ಸಿದ್ಧತೆ ನಡೆಸುತ್ತಿರುವ ವಿದ್ಯಾರ್ಥಿಗಳಿಗೆ ವಿಶೇಷ ತರಬೇತಿ ನೀಡಲಾಗುತ್ತಿದೆ. [354, 904, 462, 977]
story3-dateline: ಸೂಲಿಬೆಲೆ: [478, 552, 501, 559]
notice-5-title: IN THE COURT OF THE PRINCIPAL JUNIOR CIVIL JUDGE AND JMFC AT ANEKAL Misc. No: 1260 / 2025 [358, 1264, 458, 1281]
story2-headline: ಸರ್ಕಾರಿ ನೌಕರರ ಸಂಘಕ್ಕೆ ಮುನಿಗಂಗಯ್ಯ ಆಯ್ಕೆ [196, 492, 369, 547]
brief-label-underline [62, 106, 162, 109]
section-title: ಪ್ರಾದೇಶಿಕ [455, 6, 558, 46]
brief-column [6, 64, 176, 794]
registration-marks-right [585, 1440, 629, 1459]
notice-2 [248, 904, 350, 1438]
story3-continued: ರೈತರ ಏಳಿಗೆಗಾಗಿ ಸಹಕಾರ ಕ್ಷೇತ್ರದ ಪಾತ್ರ ಅತ್ಯಂತ ಮಹತ್ವದ್ದಾಗಿದೆ ಎಂದು ಸೂಲಿಬೆಲೆ ವ್ಯವಸಾಯ ಸೇವಾ ಸಹಕಾರ ಸಂಘದ ಅಧ್ಯಕ್ಷರು ಹೇಳಿದರು. ಜಿಲ್ಲಾ ಕೇಂದ್ರ ಸಹಕಾರ ಬ್ಯಾಂಕ್ (ಡಿಸಿಸಿ ಬ್ಯಾಂಕ್) ವತಿಯಿಂದ 2023–24ನೇ ಸಾಲಿನ ಅತ್ಯುತ್ತಮ ಸಹಕಾರ ಸಂಘ ಪ್ರಶಸ್ತಿ ಸ್ವೀಕರಿಸಿ ಮಾತನಾಡಿದರು. ಸಂಘವು 4122 ಸದಸ್ಯರನ್ನು ಹೊಂದಿದ್ದು, 111.20 ಲಕ್ಷ ರೂ. ಷೇರು ಬಂಡವಾಳ ಹೊಂದಿದೆ. 2.45 ಲಕ್ಷ ಸಾಲ ಸೌಲಭ್ಯ ನೀಡಲಾಗಿದೆ. ಒಟ್ಟು 128.90 ಲಕ್ಷ ಠೇವಣಿ ಸಂಗ್ರಹಿಸಲಾಗಿದೆ. ಸಂಘದ ಆಡಳಿತ ಮಂಡಳಿ ಸದಸ್ಯರು, ಸಿಬ್ಬಂದಿ, ರೈತರು ಉಪಸ್ಥಿತರಿದ್ದರು. ಸಂಘದ ಪ್ರಗತಿಗೆ ಸದಸ್ಯರ ಸಹಕಾರವೇ ಕಾರಣ ಎಂದರು. [630, 648, 918, 688]
brief-label: ಕಿರುಸುದ್ದಿ [62, 76, 118, 98]
masthead-logo-block [8, 6, 230, 54]
notice-1-footer: T.V. Anjanappa, Advocate [10, 1012, 76, 1018]
column-rule-lower [469, 800, 470, 1440]
brief-label-box [8, 66, 168, 116]
lead-col5: ನಿರ್ದೇಶಕರು ಎಚ್.ಪಿ.ಬಿ ಯೋಜನೆ ಪ್ರಗತಿ ಬಗ್ಗೆ ಮಾಹಿತಿ ನೀಡಿದರು. ಕೃಷಿ ಇಲಾಖೆ ಅಧಿಕಾರಿಗಳು, ಜನಪ್ರತಿನಿಧಿಗಳು, ರೈತರು ಉಪಸ್ಥಿತರಿದ್ದರು. ಜಿಲ್ಲೆಯ 500 ಕ್ಕೂ ಹೆಚ್ಚು ರೈತರು ಭಾಗವಹಿಸಿದ್ದರು. [780, 346, 920, 370]
lead-col2: ಕೃಷಿ ಬಜೆಟ್ ನಲ್ಲಿ ರೂ.21,933 ಕೋಟಿ ಇತ್ತು. ಈಗ 2025–26ರಲ್ಲಿ 1,27,209 ಲಕ್ಷ ಕೋಟಿ ರೂ. ಕೃಷಿ ಬಜೆಟ್ ನಿಗದಿಪಡಿಸಲಾಗಿದೆ. ರಸಗೊಬ್ಬರ ಸಬ್ಸಿಡಿಗೆ 6.53 ಲಕ್ಷ ಕೋಟಿ ರೂ. ಮೀಸಲಿಡಲಾಗಿದೆ. 9.7 ಕೋಟಿ ರೈತರ ಖಾತೆಗೆ ಸುಮಾರು 20,800 ಕೋಟಿ ರೂ. ಜಮೆ ಮಾಡಲಾಗಿದೆ. ಯೂರಿಯಾ ಕೊರತೆ ಇಲ್ಲ, ರಾಜ್ಯಕ್ಕೆ ಅಗತ್ಯವಿರುವಷ್ಟು ಪೂರೈಕೆ ಮಾಡಲಾಗಿದೆ ಎಂದರು. [342, 310, 478, 359]
logo-emblem-icon [16, 13, 46, 43]
brief-item2-body [8, 608, 172, 798]
reg-yellow [94, 1447, 102, 1455]
masthead-divider [240, 8, 242, 54]
